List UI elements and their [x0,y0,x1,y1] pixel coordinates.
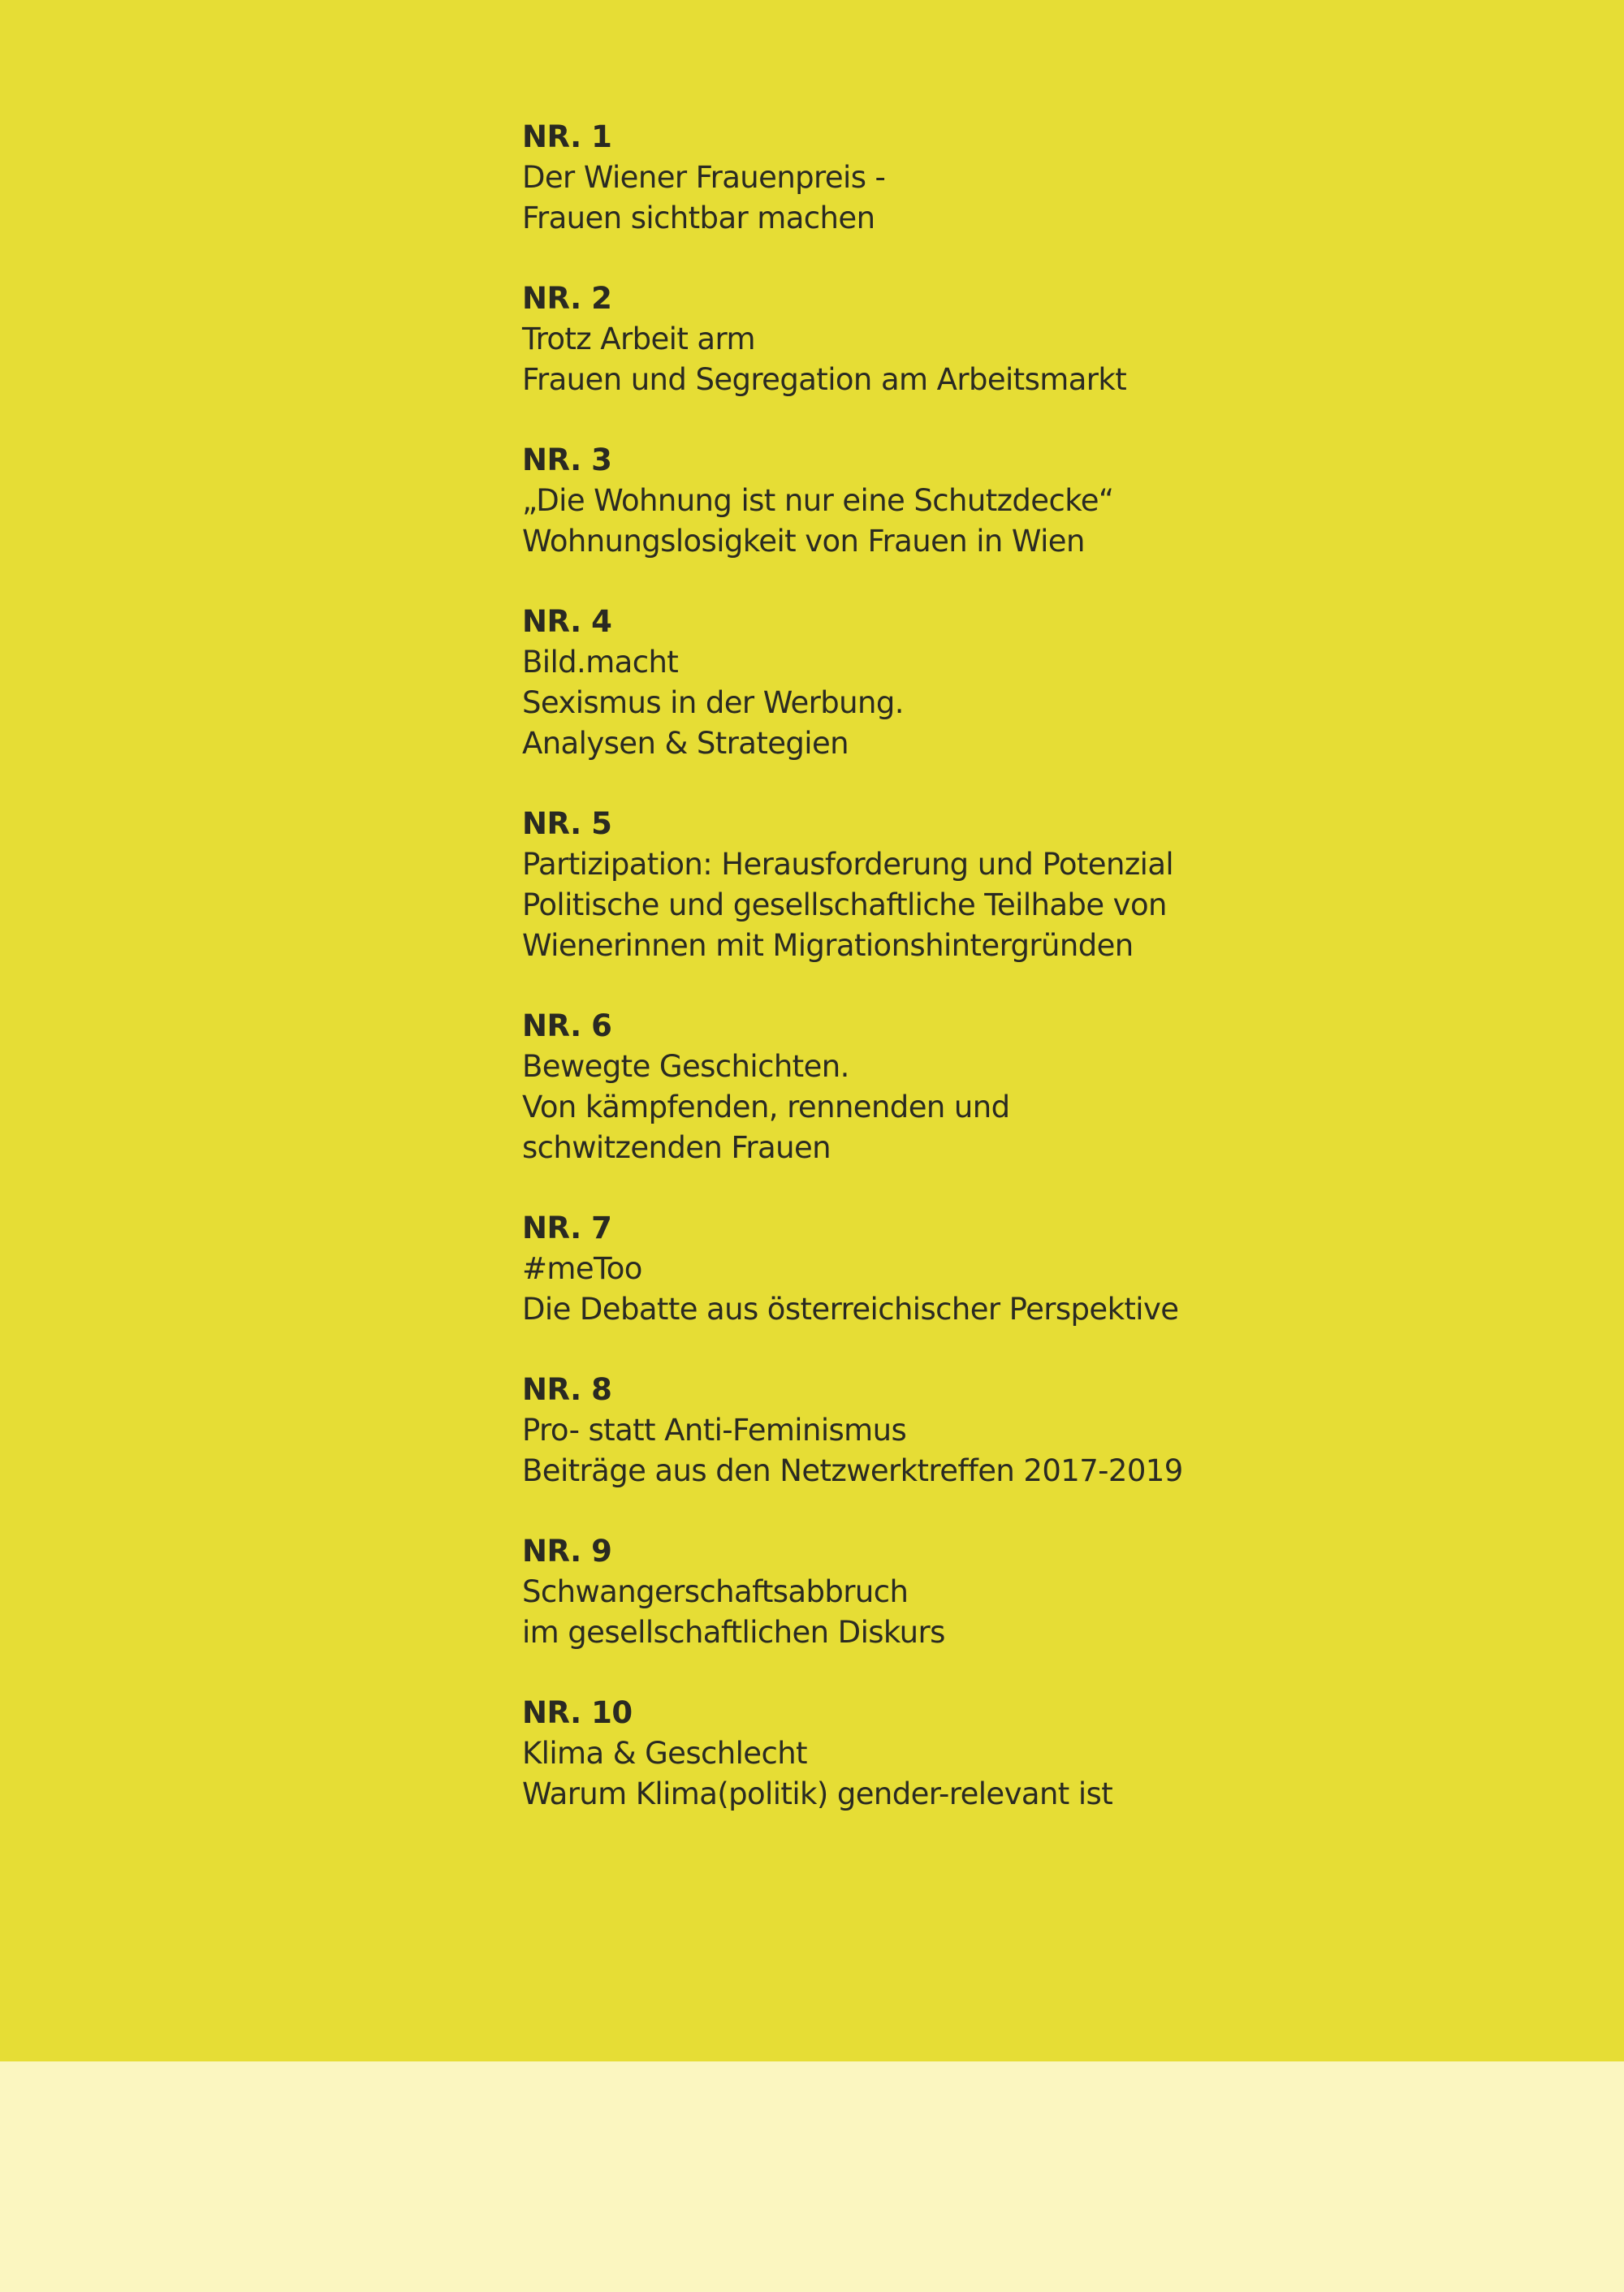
entry-title-line: Bewegte Geschichten. [522,1049,849,1084]
entry-title-line: Partizipation: Herausforderung und Potenzial [522,847,1174,882]
entry-title-line: Sexismus in der Werbung. [522,685,904,720]
entry-number: NR. 6 [522,1008,612,1043]
publication-entry [522,602,1497,764]
entry-title-line: Wohnungslosigkeit von Frauen in Wien [522,524,1085,559]
entry-title-line: Der Wiener Frauenpreis - [522,160,886,195]
entry-number: NR. 5 [522,806,612,841]
entry-title-line: schwitzenden Frauen [522,1130,831,1165]
publication-entry [522,1006,1497,1168]
publication-entry [522,1208,1497,1330]
entry-number: NR. 8 [522,1372,612,1407]
entry-title-line: Trotz Arbeit arm [522,322,755,356]
publication-list [522,117,1497,1854]
entry-title-line: im gesellschaftlichen Diskurs [522,1615,945,1650]
entry-title-line: Die Debatte aus österreichischer Perspektive [522,1292,1179,1327]
entry-title-line: Von kämpfenden, rennenden und [522,1090,1010,1124]
entry-number: NR. 10 [522,1695,633,1730]
entry-number: NR. 9 [522,1534,612,1569]
publication-entry [522,804,1497,966]
entry-number: NR. 7 [522,1211,612,1245]
entry-number: NR. 4 [522,604,612,639]
publication-entry [522,1531,1497,1653]
entry-number: NR. 1 [522,119,612,154]
entry-number: NR. 3 [522,442,612,477]
entry-title-line: Pro- statt Anti-Feminismus [522,1413,907,1448]
entry-title-line: Frauen sichtbar machen [522,201,875,235]
publication-entry [522,440,1497,562]
entry-title-line: Frauen und Segregation am Arbeitsmarkt [522,362,1127,397]
publication-entry [522,1693,1497,1815]
entry-title-line: Beiträge aus den Netzwerktreffen 2017-2019 [522,1453,1183,1488]
entry-title-line: Politische und gesellschaftliche Teilhabe von [522,887,1167,922]
entry-title-line: Bild.macht [522,645,679,680]
entry-title-line: Klima & Geschlecht [522,1736,807,1771]
entry-title-line: Schwangerschaftsabbruch [522,1574,909,1609]
entry-number: NR. 2 [522,281,612,316]
entry-title-line: Warum Klima(politik) gender-relevant ist [522,1776,1113,1811]
publication-entry [522,117,1497,239]
entry-title-line: #meToo [522,1251,642,1286]
entry-title-line: Wienerinnen mit Migrationshintergründen [522,928,1134,963]
footer-band [0,2061,1624,2292]
publication-entry [522,1370,1497,1491]
entry-title-line: Analysen & Strategien [522,726,849,761]
entry-title-line: „Die Wohnung ist nur eine Schutzdecke“ [522,483,1114,518]
publication-entry [522,278,1497,400]
